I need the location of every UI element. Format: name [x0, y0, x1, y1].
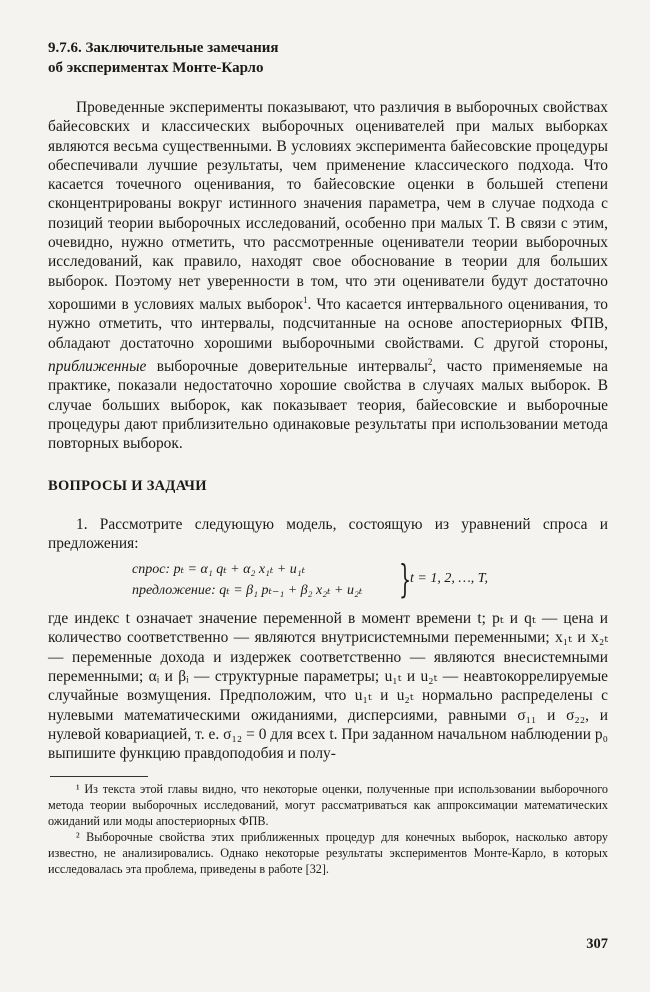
- footnote-ref-1: 1: [302, 294, 308, 305]
- equation-supply: предложение: qₜ = β₁ pₜ₋₁ + β₂ x₂ₜ + u₂ₜ: [132, 583, 363, 599]
- paragraph-part1: Проведенные эксперименты показывают, что различия в выборочных свойствах байесовских и классических выборочных оценивателей при малых выборках являются весьма существенными. В условиях эксперимента байесовские процедуры обеспечивали лучшие результаты, чем применение классического подхода. Что касается точечного оценивания, то байесовские оценки в большей степени сконцентрированы вокруг истинного значения параметра, чем в случае подхода с позиций теории выборочных исследований, особенно при малых T. В связи с этим, очевидно, нужно отметить, что рассмотренные оцениватели теории выборочных исследований, как правило, находят свое обоснование в теории для больших выборок. Поэтому нет уверенности в том, что эти оцениватели будут достаточно хорошими в условиях малых выборок: [48, 99, 608, 314]
- paragraph-part3: выборочные доверительные интервалы: [146, 358, 428, 376]
- equation-brace: }: [399, 557, 412, 602]
- equation-block: [48, 559, 608, 605]
- paragraph-conclusions: [48, 98, 608, 454]
- section-title-line2: об экспериментах Монте-Карло: [48, 60, 264, 76]
- italic-word: приближенные: [48, 358, 147, 376]
- question-1-text: где индекс t означает значение переменной в момент времени t; pₜ и qₜ — цена и количество соответственно — являются внутрисистемными переменными; x₁ₜ и x₂ₜ — переменные дохода и издержек соответственно — являются внесистемными переменными; αᵢ и βᵢ — структурные параметры; u₁ₜ и u₂ₜ — неавтокоррелируемые случайные возмущения. Предположим, что u₁ₜ и u₂ₜ нормально распределены с нулевыми математическими ожиданиями, дисперсиями, равными σ₁₁ и σ₂₂, и нулевой ковариацией, т. е. σ₁₂ = 0 для всех t. При заданном начальном наблюдении p₀ выпишите функцию правдоподобия и полу-: [48, 610, 608, 763]
- page-number: 307: [586, 936, 608, 952]
- footnote-1: ¹ Из текста этой главы видно, что некоторые оценки, полученные при использовании выборочного метода теории выборочных исследований, могут рассматриваться как аппроксимации математических ожиданий или моды апостериорных ФПВ.: [48, 781, 608, 828]
- paragraph-part2: . Что касается интервального оценивания, то нужно отметить, что интервалы, подсчитанные на основе апостериорных ФПВ, обладают достаточно хорошими выборочными свойствами. С другой стороны,: [48, 296, 608, 352]
- footnote-2: ² Выборочные свойства этих приближенных процедур для конечных выборок, насколько автору известно, не анализировались. Однако некоторые результаты экспериментов Монте-Карло, в которых исследовалась эта проблема, приведены в работе [32].: [48, 829, 608, 876]
- footnote-divider: [50, 776, 148, 777]
- page-content: [48, 38, 608, 877]
- footnote-ref-2: 2: [427, 356, 433, 367]
- section-title: [48, 38, 608, 78]
- section-title-line1: 9.7.6. Заключительные замечания: [48, 40, 279, 56]
- questions-heading: ВОПРОСЫ И ЗАДАЧИ: [48, 477, 207, 494]
- paragraph-part4: , часто применяемые на практике, показали недостаточно хорошие свойства в случаях малых выборок. В случае больших выборок, как показывает теория, байесовские и выборочные процедуры дают приблизительно одинаковые результаты при использовании метода повторных выборок.: [48, 358, 608, 453]
- question-1-intro: 1. Рассмотрите следующую модель, состоящую из уравнений спроса и предложения:: [48, 515, 608, 552]
- equation-demand: спрос: pₜ = α₁ qₜ + α₂ x₁ₜ + u₁ₜ: [132, 562, 306, 578]
- equation-index-range: t = 1, 2, …, T,: [410, 571, 489, 587]
